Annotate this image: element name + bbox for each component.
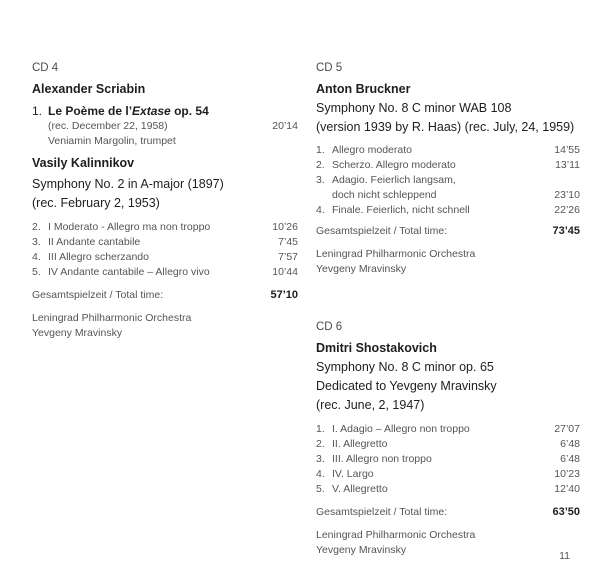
track-duration: 7’45 <box>278 236 298 248</box>
track-number: 1. <box>32 104 43 118</box>
track-duration: 12’40 <box>554 483 580 495</box>
page-number: 11 <box>559 550 570 562</box>
track-number: 4. <box>32 251 41 263</box>
track-number: 4. <box>316 468 325 480</box>
track-duration <box>540 173 580 188</box>
track-row <box>316 173 580 188</box>
track-number: 2. <box>316 438 325 450</box>
track-duration: 13’11 <box>555 159 580 171</box>
track-title: III. Allegro non troppo <box>332 453 432 465</box>
cd5-section <box>316 61 580 277</box>
track-title: Finale. Feierlich, nicht schnell <box>332 204 470 216</box>
track-title: IV. Largo <box>332 468 374 480</box>
orchestra: Leningrad Philharmonic Orchestra <box>316 248 476 260</box>
track-duration: 27’07 <box>554 423 580 435</box>
total-time-label: Gesamtspielzeit / Total time: <box>316 506 448 518</box>
track-number: 1. <box>316 144 325 156</box>
cd4-section <box>32 61 298 341</box>
track-number: 1. <box>316 423 325 435</box>
cd6-section <box>316 320 580 558</box>
cd4-composer-kalinnikov: Vasily Kalinnikov <box>32 156 135 170</box>
total-time-value: 73’45 <box>552 225 580 237</box>
track-duration: 14’55 <box>554 144 580 156</box>
track-duration: 10’44 <box>272 266 298 278</box>
track-title: V. Allegretto <box>332 483 388 495</box>
track-title: Allegro moderato <box>332 144 412 156</box>
total-time-value: 57’10 <box>270 289 298 301</box>
cd4-performers <box>32 311 298 341</box>
cd5-composer: Anton Bruckner <box>316 82 411 96</box>
track-title: Scherzo. Allegro moderato <box>332 159 456 171</box>
track-number: 3. <box>32 236 41 248</box>
cd5-track-list <box>316 143 580 218</box>
cd6-performers <box>316 528 580 558</box>
track-row <box>316 422 580 437</box>
track-title-part: op. 54 <box>170 104 209 118</box>
total-time-label: Gesamtspielzeit / Total time: <box>316 225 448 237</box>
cd6-work-title: Symphony No. 8 C minor op. 65 <box>316 360 494 374</box>
right-column <box>316 61 580 558</box>
track-duration: 10’26 <box>272 221 298 233</box>
conductor: Yevgeny Mravinsky <box>32 327 123 339</box>
cd6-label: CD 6 <box>316 321 343 333</box>
track-number: 2. <box>316 159 325 171</box>
cd4-track-1-rec <box>32 119 298 134</box>
cd5-performers <box>316 247 580 277</box>
track-row <box>316 158 580 173</box>
track-row <box>316 203 580 218</box>
track-row <box>32 250 298 265</box>
total-time-label: Gesamtspielzeit / Total time: <box>32 289 164 301</box>
cd4-label: CD 4 <box>32 62 59 74</box>
orchestra: Leningrad Philharmonic Orchestra <box>32 312 192 324</box>
track-row <box>32 220 298 235</box>
track-number: 3. <box>316 453 325 465</box>
track-row <box>316 467 580 482</box>
cd5-label: CD 5 <box>316 62 343 74</box>
track-title: II Andante cantabile <box>48 236 141 248</box>
track-duration: 22’26 <box>554 204 580 216</box>
conductor: Yevgeny Mravinsky <box>316 544 407 556</box>
track-row <box>316 452 580 467</box>
cd4-track-1 <box>32 104 298 119</box>
cd5-work-title: Symphony No. 8 C minor WAB 108 <box>316 101 512 115</box>
track-row <box>316 143 580 158</box>
track-number: 5. <box>316 483 325 495</box>
track-row <box>316 437 580 452</box>
total-time-value: 63’50 <box>552 506 580 518</box>
track-title: III Allegro scherzando <box>48 251 149 263</box>
cd4-work-rec: (rec. February 2, 1953) <box>32 196 160 210</box>
track-number: 4. <box>316 204 325 216</box>
track-number: 3. <box>316 174 325 186</box>
track-row <box>32 265 298 280</box>
orchestra: Leningrad Philharmonic Orchestra <box>316 529 476 541</box>
track-duration: 6’48 <box>560 453 580 465</box>
track-duration: 10’23 <box>554 468 580 480</box>
track-title: doch nicht schleppend <box>332 189 437 201</box>
track-title: II. Allegretto <box>332 438 388 450</box>
track-duration: 20’14 <box>272 120 298 132</box>
track-title: I. Adagio – Allegro non troppo <box>332 423 470 435</box>
track-title: IV Andante cantabile – Allegro vivo <box>48 266 210 278</box>
track-duration: 23’10 <box>554 189 580 201</box>
track-number <box>316 188 332 203</box>
cd5-work-version: (version 1939 by R. Haas) (rec. July, 24, 1959) <box>316 120 575 134</box>
track-row <box>316 188 580 203</box>
track-duration: 6’48 <box>560 438 580 450</box>
cd4-composer-scriabin: Alexander Scriabin <box>32 82 146 96</box>
soloist: Veniamin Margolin, trumpet <box>48 135 176 147</box>
cd4-total-time <box>32 288 298 303</box>
track-title-italic: Extase <box>132 104 171 118</box>
track-row <box>316 482 580 497</box>
cd4-track-list <box>32 220 298 280</box>
track-duration: 7’57 <box>278 251 298 263</box>
track-title: Adagio. Feierlich langsam, <box>332 174 456 186</box>
cd4-work-title: Symphony No. 2 in A-major (1897) <box>32 177 224 191</box>
track-row <box>32 235 298 250</box>
cd6-work-rec: (rec. June, 2, 1947) <box>316 398 425 412</box>
recording-date: (rec. December 22, 1958) <box>48 120 168 132</box>
cd6-track-list <box>316 422 580 497</box>
cd6-dedication: Dedicated to Yevgeny Mravinsky <box>316 379 497 393</box>
conductor: Yevgeny Mravinsky <box>316 263 407 275</box>
cd5-total-time <box>316 224 580 239</box>
cd6-total-time <box>316 505 580 520</box>
track-title-part: Le Poème de l’ <box>48 104 133 118</box>
track-number: 5. <box>32 266 41 278</box>
track-title <box>48 104 298 119</box>
track-number: 2. <box>32 221 41 233</box>
cd4-track-1-soloist <box>32 134 298 149</box>
track-title: I Moderato - Allegro ma non troppo <box>48 221 211 233</box>
cd6-composer: Dmitri Shostakovich <box>316 341 437 355</box>
